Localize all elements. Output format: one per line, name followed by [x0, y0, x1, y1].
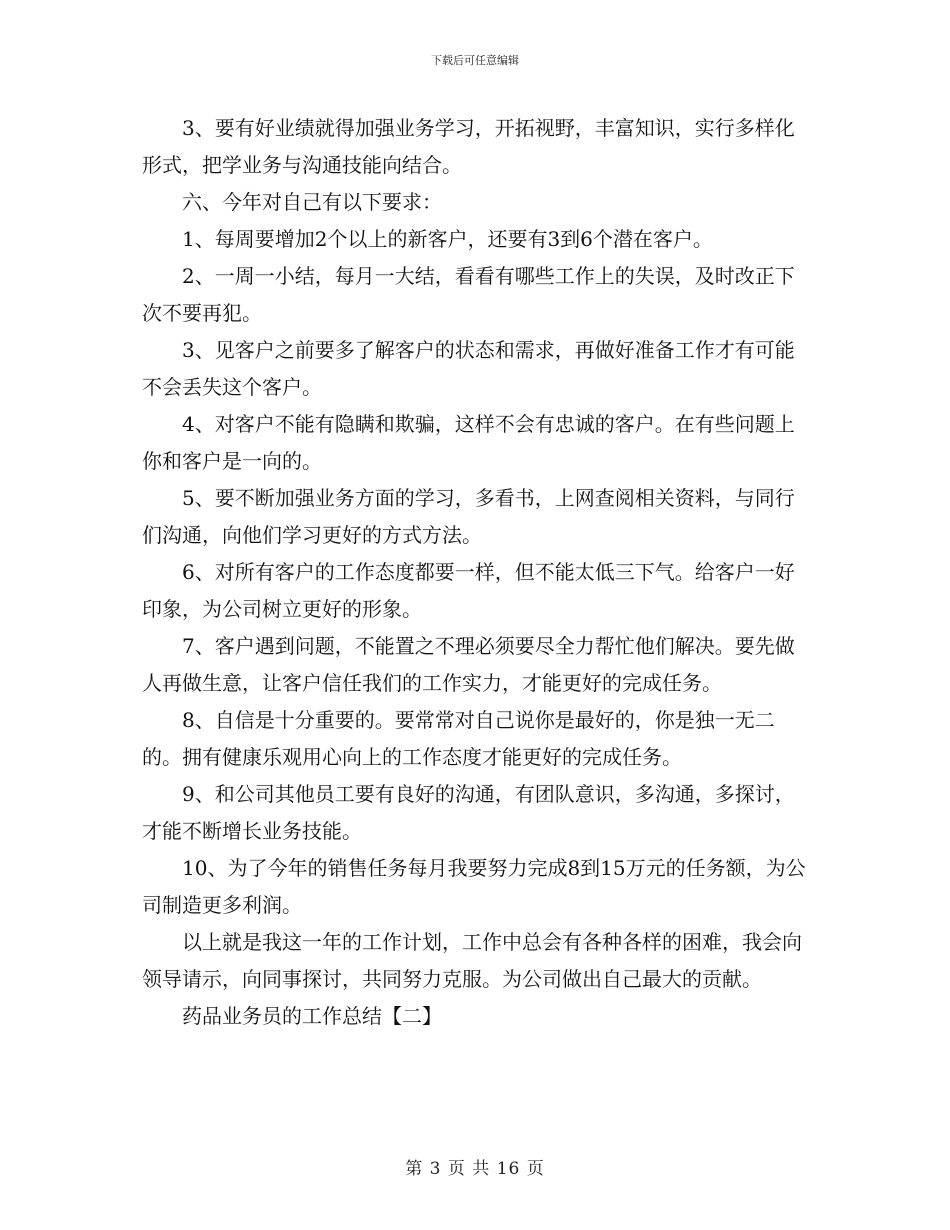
page-header: 下载后可任意编辑: [431, 54, 519, 67]
paragraph: 5、要不断加强业务方面的学习，多看书，上网查阅相关资料，与同行们沟通，向他们学习更好的方式方法。: [142, 486, 795, 547]
section-heading: 六、今年对自己有以下要求：: [182, 190, 442, 214]
page-number-footer: 第 3 页 共 16 页: [405, 1159, 545, 1179]
paragraph: 6、对所有客户的工作态度都要一样，但不能太低三下气。给客户一好印象，为公司树立更好的形象。: [142, 560, 795, 621]
paragraph: 8、自信是十分重要的。要常常对自己说你是最好的，你是独一无二的。拥有健康乐观用心向上的工作态度才能更好的完成任务。: [142, 708, 775, 769]
paragraph: 2、一周一小结，每月一大结，看看有哪些工作上的失误，及时改正下次不要再犯。: [142, 264, 795, 325]
paragraph: 4、对客户不能有隐瞒和欺骗，这样不会有忠诚的客户。在有些问题上你和客户是一向的。: [142, 412, 795, 473]
paragraph: 1、每周要增加2个以上的新客户，还要有3到6个潜在客户。: [182, 227, 713, 251]
paragraph: 以上就是我这一年的工作计划，工作中总会有各种各样的困难，我会向领导请示，向同事探讨，共同努力克服。为公司做出自己最大的贡献。: [142, 930, 802, 991]
document-body: [142, 110, 810, 1035]
section-title: 药品业务员的工作总结【二】: [182, 1004, 442, 1028]
paragraph: 7、客户遇到问题，不能置之不理必须要尽全力帮忙他们解决。要先做人再做生意，让客户信任我们的工作实力，才能更好的完成任务。: [142, 634, 795, 695]
paragraph: 3、要有好业绩就得加强业务学习，开拓视野，丰富知识，实行多样化形式，把学业务与沟通技能向结合。: [142, 116, 795, 177]
paragraph: 9、和公司其他员工要有良好的沟通，有团队意识，多沟通，多探讨，才能不断增长业务技能。: [142, 782, 795, 843]
paragraph: 10、为了今年的销售任务每月我要努力完成8到15万元的任务额，为公司制造更多利润。: [142, 856, 806, 917]
paragraph: 3、见客户之前要多了解客户的状态和需求，再做好准备工作才有可能不会丢失这个客户。: [142, 338, 795, 399]
